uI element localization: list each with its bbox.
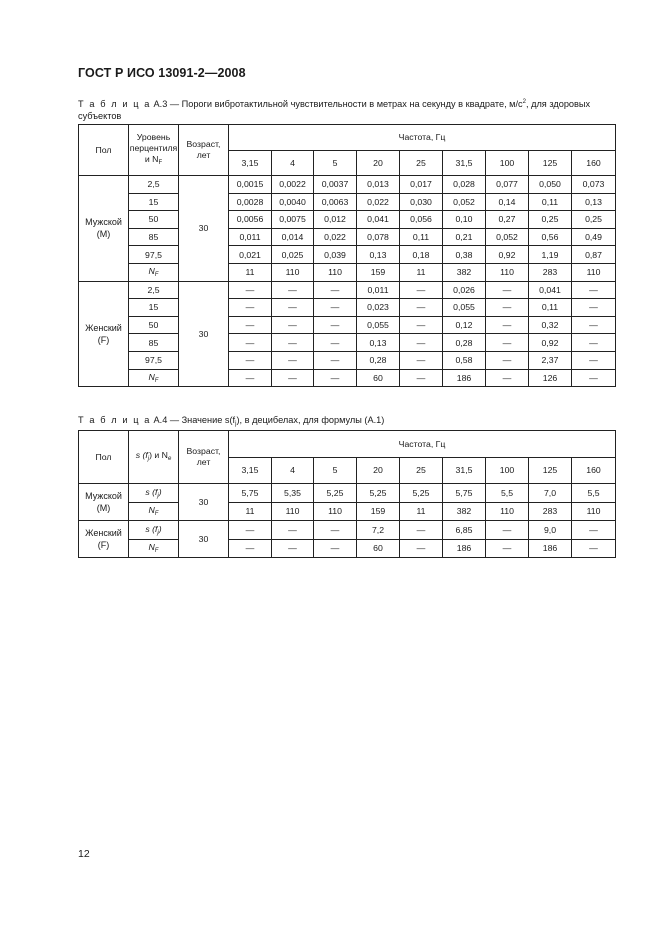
value-cell: 0,0015 (229, 176, 272, 194)
sex-label: Женский (85, 322, 122, 333)
value-cell: 110 (314, 263, 357, 281)
value-cell: 0,49 (572, 228, 616, 246)
value-cell: 110 (272, 502, 314, 521)
frequency-header: 4 (272, 151, 314, 176)
table-a3-caption (78, 96, 618, 122)
row-label: 2,5 (147, 179, 160, 190)
value-cell: 0,56 (529, 228, 572, 246)
value-cell: 0,011 (229, 228, 272, 246)
frequency-header: 125 (529, 458, 572, 484)
caption-prefix: Т а б л и ц а (78, 99, 151, 110)
value-cell: — (572, 521, 616, 540)
table-row (79, 484, 616, 503)
value-cell: 0,056 (400, 211, 443, 229)
value-cell: — (314, 316, 357, 334)
value-cell: 110 (572, 263, 616, 281)
header-frequency: Частота, Гц (229, 125, 616, 151)
row-label: 15 (148, 196, 159, 207)
frequency-header: 160 (572, 151, 616, 176)
table-row (79, 539, 616, 558)
row-label: 50 (148, 214, 159, 225)
table-row (79, 176, 616, 194)
page-number: 12 (78, 848, 90, 860)
row-label-close: ) (158, 486, 162, 497)
value-cell: 0,0056 (229, 211, 272, 229)
frequency-header: 100 (486, 151, 529, 176)
value-cell: 159 (357, 263, 400, 281)
frequency-header: 4 (272, 458, 314, 484)
value-cell: — (314, 369, 357, 387)
value-cell: — (572, 316, 616, 334)
value-cell: 0,022 (314, 228, 357, 246)
row-label: 2,5 (147, 284, 160, 295)
table-a4-caption (78, 414, 618, 430)
value-cell: — (572, 369, 616, 387)
value-cell: — (229, 351, 272, 369)
row-label-sub: F (154, 377, 159, 384)
table-row (79, 521, 616, 540)
frequency-header: 3,15 (229, 151, 272, 176)
value-cell: 0,0040 (272, 193, 314, 211)
value-cell: 159 (357, 502, 400, 521)
row-label-cell (129, 228, 179, 246)
sex-label: Мужской (85, 217, 122, 228)
value-cell: 11 (400, 502, 443, 521)
row-label: 97,5 (145, 355, 162, 366)
value-cell: — (400, 299, 443, 317)
row-label: 85 (148, 232, 159, 243)
table-row (79, 193, 616, 211)
value-cell: — (486, 334, 529, 352)
value-cell: 5,25 (357, 484, 400, 503)
value-cell: 0,28 (443, 334, 486, 352)
value-cell: 0,055 (443, 299, 486, 317)
age-cell: 30 (179, 176, 229, 282)
value-cell: — (229, 334, 272, 352)
row-label-sub: F (154, 511, 159, 518)
value-cell: — (486, 299, 529, 317)
value-cell: 0,030 (400, 193, 443, 211)
table-row (79, 334, 616, 352)
caption-text: А.4 — Значение s(f (153, 415, 236, 425)
row-label: s (f (145, 523, 158, 534)
value-cell: 110 (272, 263, 314, 281)
value-cell: — (400, 351, 443, 369)
value-cell: — (400, 281, 443, 299)
sex-code: (F) (97, 540, 110, 550)
value-cell: 0,039 (314, 246, 357, 264)
value-cell: — (400, 316, 443, 334)
value-cell: — (272, 334, 314, 352)
sex-label: Мужской (85, 491, 122, 501)
frequency-header: 20 (357, 458, 400, 484)
sex-code: (F) (97, 334, 110, 345)
value-cell: 382 (443, 263, 486, 281)
value-cell: 0,13 (572, 193, 616, 211)
value-cell: — (272, 351, 314, 369)
value-cell: 0,012 (314, 211, 357, 229)
row-label-sub: F (154, 272, 159, 279)
value-cell: 0,92 (486, 246, 529, 264)
value-cell: 0,017 (400, 176, 443, 194)
value-cell: 186 (443, 539, 486, 558)
sex-cell (79, 484, 129, 521)
value-cell: — (314, 334, 357, 352)
value-cell: 0,011 (357, 281, 400, 299)
table-row (79, 246, 616, 264)
value-cell: — (486, 281, 529, 299)
value-cell: — (229, 281, 272, 299)
value-cell: — (314, 281, 357, 299)
value-cell: 0,28 (357, 351, 400, 369)
row-label: N (148, 505, 155, 516)
value-cell: 0,14 (486, 193, 529, 211)
value-cell: 0,013 (357, 176, 400, 194)
value-cell: — (229, 521, 272, 540)
row-label-cell (129, 351, 179, 369)
row-label-cell (129, 193, 179, 211)
value-cell: 0,073 (572, 176, 616, 194)
value-cell: — (572, 351, 616, 369)
row-label: 97,5 (145, 249, 162, 260)
value-cell: 0,028 (443, 176, 486, 194)
row-label-cell (129, 484, 179, 503)
row-label-cell (129, 369, 179, 387)
value-cell: 0,13 (357, 246, 400, 264)
value-cell: 0,0028 (229, 193, 272, 211)
table-a3 (78, 124, 616, 387)
table-row (79, 351, 616, 369)
row-label-cell (129, 299, 179, 317)
value-cell: 0,25 (529, 211, 572, 229)
value-cell: — (486, 369, 529, 387)
value-cell: 283 (529, 263, 572, 281)
sex-code: (М) (96, 229, 111, 240)
header-age: Возраст, лет (179, 431, 229, 484)
value-cell: 0,25 (572, 211, 616, 229)
value-cell: 0,022 (357, 193, 400, 211)
value-cell: 0,0037 (314, 176, 357, 194)
caption-sub: j (235, 421, 237, 427)
row-label-sub: j (157, 529, 159, 536)
age-cell: 30 (179, 484, 229, 521)
value-cell: 0,38 (443, 246, 486, 264)
value-cell: 0,92 (529, 334, 572, 352)
row-label-cell (129, 502, 179, 521)
value-cell: 11 (229, 263, 272, 281)
caption-text: А.3 — Пороги вибротактильной чувствительности в метрах на секунду в квадрате, м/с (153, 99, 523, 110)
value-cell: 0,014 (272, 228, 314, 246)
value-cell: 0,026 (443, 281, 486, 299)
value-cell: 5,75 (443, 484, 486, 503)
frequency-header: 5 (314, 151, 357, 176)
value-cell: 0,10 (443, 211, 486, 229)
value-cell: 60 (357, 369, 400, 387)
value-cell: 7,0 (529, 484, 572, 503)
row-label-cell (129, 263, 179, 281)
row-label-close: ) (158, 523, 162, 534)
row-label: N (148, 542, 155, 553)
frequency-header: 31,5 (443, 151, 486, 176)
value-cell: 0,27 (486, 211, 529, 229)
caption-tail: ), в децибелах, для формулы (А.1) (236, 415, 385, 425)
value-cell: 110 (572, 502, 616, 521)
value-cell: 186 (529, 539, 572, 558)
frequency-header: 20 (357, 151, 400, 176)
value-cell: — (314, 521, 357, 540)
value-cell: 0,052 (443, 193, 486, 211)
table-row (79, 316, 616, 334)
value-cell: 0,87 (572, 246, 616, 264)
value-cell: 0,13 (357, 334, 400, 352)
value-cell: — (572, 539, 616, 558)
sex-cell (79, 521, 129, 558)
row-label-cell (129, 539, 179, 558)
value-cell: — (272, 369, 314, 387)
caption-tail: , для здоровых (525, 99, 591, 110)
value-cell: — (272, 299, 314, 317)
value-cell: 186 (443, 369, 486, 387)
table-a4 (78, 430, 616, 558)
sex-cell (79, 176, 129, 282)
age-cell: 30 (179, 281, 229, 387)
frequency-header: 160 (572, 458, 616, 484)
value-cell: 110 (486, 502, 529, 521)
value-cell: — (229, 316, 272, 334)
value-cell: — (314, 351, 357, 369)
value-cell: 5,25 (400, 484, 443, 503)
value-cell: 0,11 (529, 193, 572, 211)
table-row (79, 369, 616, 387)
value-cell: 0,0063 (314, 193, 357, 211)
value-cell: 0,077 (486, 176, 529, 194)
sex-cell (79, 281, 129, 387)
value-cell: — (486, 316, 529, 334)
value-cell: — (486, 539, 529, 558)
row-label: s (f (145, 486, 158, 497)
value-cell: 11 (400, 263, 443, 281)
value-cell: 0,58 (443, 351, 486, 369)
header-s-fj: s $(f_j)$ и $N_e$ (129, 431, 179, 484)
value-cell: — (229, 539, 272, 558)
value-cell: 0,21 (443, 228, 486, 246)
value-cell: 60 (357, 539, 400, 558)
frequency-header: 31,5 (443, 458, 486, 484)
table-row (79, 299, 616, 317)
value-cell: — (400, 334, 443, 352)
row-label-cell (129, 521, 179, 540)
value-cell: — (400, 539, 443, 558)
value-cell: 0,18 (400, 246, 443, 264)
value-cell: 283 (529, 502, 572, 521)
table-row (79, 281, 616, 299)
value-cell: 0,0075 (272, 211, 314, 229)
table-row (79, 228, 616, 246)
value-cell: 2,37 (529, 351, 572, 369)
row-label-cell (129, 176, 179, 194)
row-label-sub: F (154, 548, 159, 555)
value-cell: 0,055 (357, 316, 400, 334)
value-cell: 0,041 (529, 281, 572, 299)
value-cell: 0,32 (529, 316, 572, 334)
value-cell: 9,0 (529, 521, 572, 540)
value-cell: 6,85 (443, 521, 486, 540)
value-cell: 11 (229, 502, 272, 521)
row-label: 50 (148, 320, 159, 331)
value-cell: — (229, 299, 272, 317)
frequency-header: 3,15 (229, 458, 272, 484)
value-cell: — (272, 281, 314, 299)
value-cell: 0,11 (529, 299, 572, 317)
value-cell: 126 (529, 369, 572, 387)
value-cell: — (486, 351, 529, 369)
value-cell: — (272, 539, 314, 558)
row-label-sub: j (157, 492, 159, 499)
value-cell: 5,25 (314, 484, 357, 503)
value-cell: 5,5 (572, 484, 616, 503)
table-row (79, 211, 616, 229)
caption-sup: 2 (522, 99, 526, 105)
value-cell: — (229, 369, 272, 387)
value-cell: 382 (443, 502, 486, 521)
row-label-cell (129, 211, 179, 229)
row-label: N (148, 266, 155, 277)
value-cell: — (314, 539, 357, 558)
table-row (79, 263, 616, 281)
value-cell: 5,35 (272, 484, 314, 503)
value-cell: — (314, 299, 357, 317)
value-cell: 0,021 (229, 246, 272, 264)
value-cell: 0,052 (486, 228, 529, 246)
table-row (79, 502, 616, 521)
value-cell: 5,75 (229, 484, 272, 503)
header-age: Возраст, лет (179, 125, 229, 176)
frequency-header: 5 (314, 458, 357, 484)
value-cell: — (572, 334, 616, 352)
age-cell: 30 (179, 521, 229, 558)
value-cell: 5,5 (486, 484, 529, 503)
value-cell: 0,078 (357, 228, 400, 246)
frequency-header: 100 (486, 458, 529, 484)
value-cell: — (400, 521, 443, 540)
row-label-cell (129, 316, 179, 334)
frequency-header: 25 (400, 151, 443, 176)
value-cell: 0,023 (357, 299, 400, 317)
value-cell: 0,0022 (272, 176, 314, 194)
header-frequency: Частота, Гц (229, 431, 616, 458)
header-sex: Пол (79, 431, 129, 484)
value-cell: 7,2 (357, 521, 400, 540)
value-cell: — (400, 369, 443, 387)
sex-code: (М) (96, 503, 111, 513)
value-cell: — (572, 299, 616, 317)
row-label-cell (129, 281, 179, 299)
frequency-header: 125 (529, 151, 572, 176)
value-cell: 0,11 (400, 228, 443, 246)
value-cell: 0,041 (357, 211, 400, 229)
value-cell: 110 (486, 263, 529, 281)
value-cell: 0,050 (529, 176, 572, 194)
row-label: 85 (148, 337, 159, 348)
row-label-cell (129, 246, 179, 264)
row-label: N (148, 371, 155, 382)
row-label: 15 (148, 302, 159, 313)
document-header: ГОСТ Р ИСО 13091-2—2008 (78, 66, 246, 80)
row-label-cell (129, 334, 179, 352)
value-cell: — (486, 521, 529, 540)
value-cell: — (572, 281, 616, 299)
value-cell: — (272, 521, 314, 540)
caption-prefix: Т а б л и ц а (78, 415, 151, 425)
value-cell: 110 (314, 502, 357, 521)
header-percentile: Уровень перцентиля и $N_F$ (129, 125, 179, 176)
caption-line2: субъектов (78, 111, 122, 122)
sex-label: Женский (85, 528, 122, 538)
frequency-header: 25 (400, 458, 443, 484)
value-cell: 0,12 (443, 316, 486, 334)
value-cell: — (272, 316, 314, 334)
value-cell: 1,19 (529, 246, 572, 264)
value-cell: 0,025 (272, 246, 314, 264)
header-sex: Пол (79, 125, 129, 176)
